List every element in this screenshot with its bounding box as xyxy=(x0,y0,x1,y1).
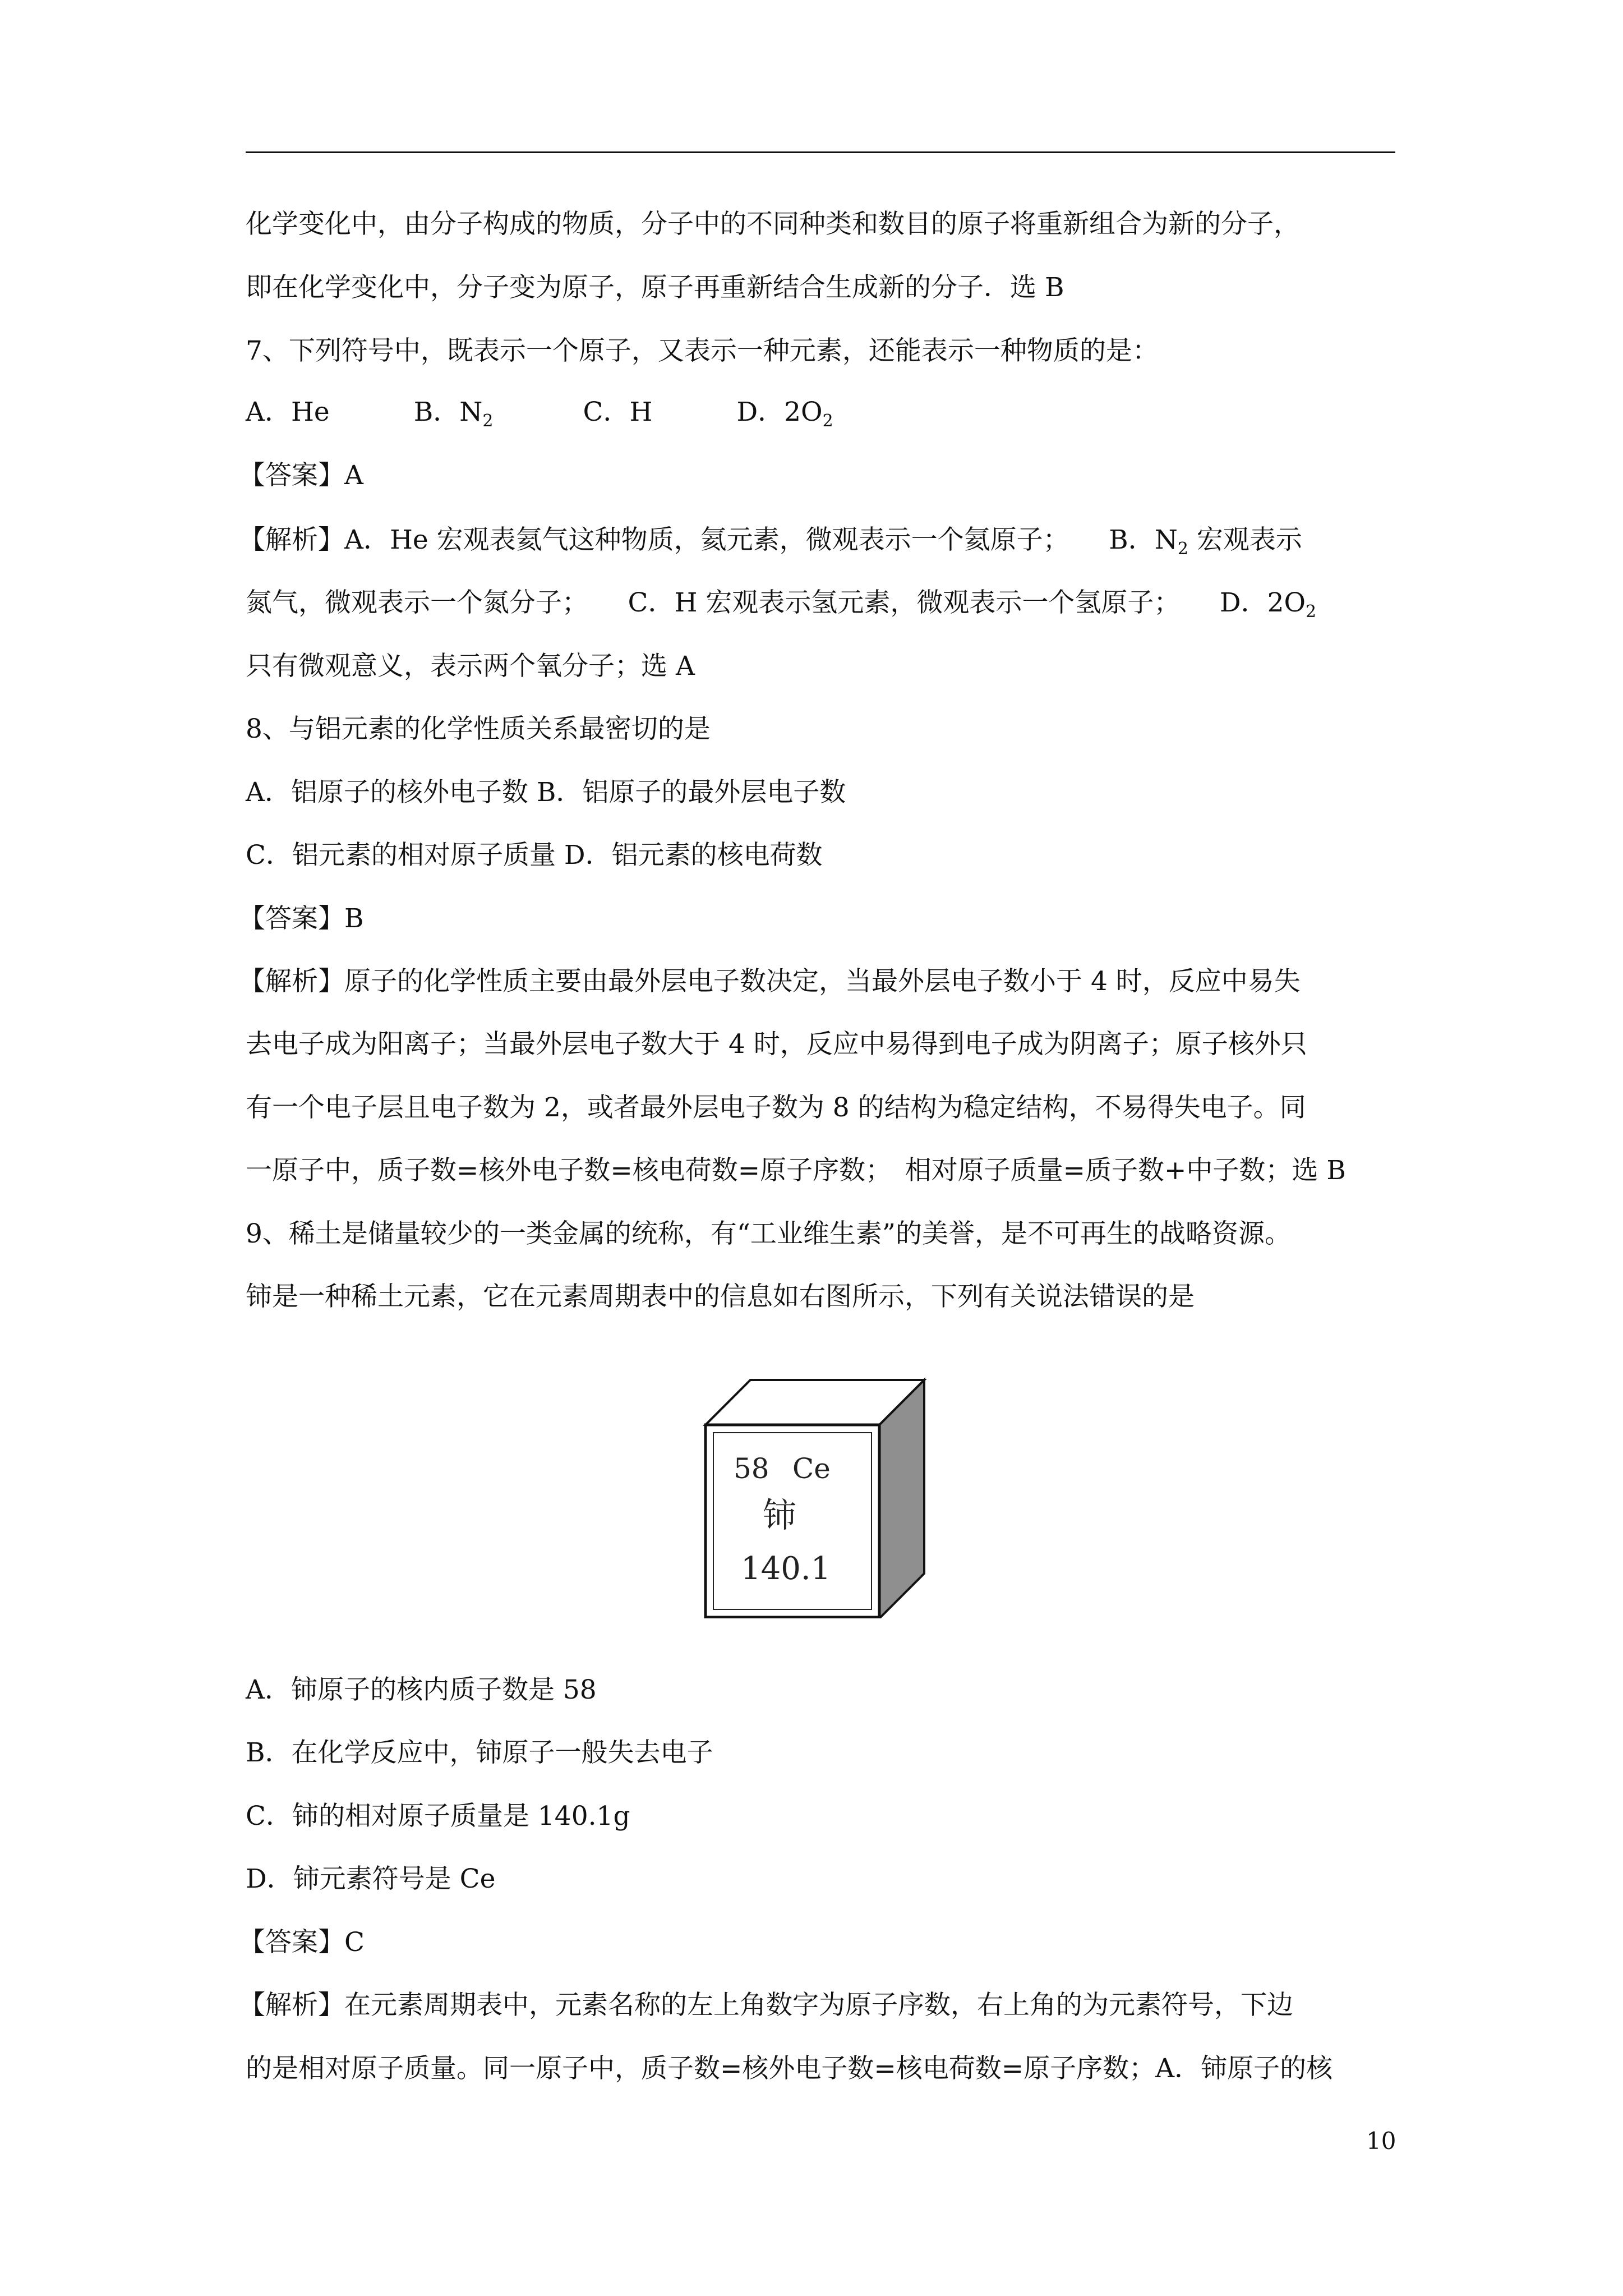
q7-explanation-2 xyxy=(246,586,1316,620)
q7-option-a: A．He xyxy=(246,397,330,427)
q9-stem-2: 铈是一种稀土元素，它在元素周期表中的信息如右图所示，下列有关说法错误的是 xyxy=(246,1281,1195,1312)
q8-explanation-4: 一原子中，质子数=核外电子数=核电荷数=原子序数； 相对原子质量=质子数+中子数；选 B xyxy=(246,1155,1346,1186)
q7-option-d xyxy=(736,395,833,429)
q9-stem-1: 9、稀土是储量较少的一类金属的统称，有“工业维生素”的美誉，是不可再生的战略资源。 xyxy=(246,1218,1291,1249)
q8-explanation-1: 【解析】原子的化学性质主要由最外层电子数决定，当最外层电子数小于 4 时，反应中易失 xyxy=(239,966,1301,997)
element-name: 铈 xyxy=(763,1496,796,1535)
q8-stem: 8、与铝元素的化学性质关系最密切的是 xyxy=(246,714,711,744)
q8-options-1: A．铝原子的核外电子数 B．铝原子的最外层电子数 xyxy=(246,777,846,808)
element-cube-figure xyxy=(694,1369,930,1618)
header-rule xyxy=(246,151,1395,153)
intro-line-1: 化学变化中，由分子构成的物质，分子中的不同种类和数目的原子将重新组合为新的分子， xyxy=(246,209,1300,240)
q7-option-b xyxy=(414,395,494,429)
q7-option-d-text: D．2O xyxy=(736,397,823,427)
page-number: 10 xyxy=(1366,2127,1396,2155)
q8-explanation-3: 有一个电子层且电子数为 2，或者最外层电子数为 8 的结构为稳定结构，不易得失电子。同 xyxy=(246,1092,1306,1123)
q7-exp1-text: 【解析】A．He 宏观表氦气这种物质，氦元素，微观表示一个氦原子； B．N xyxy=(239,524,1178,555)
q9-option-a: A．铈原子的核内质子数是 58 xyxy=(246,1674,597,1705)
intro-line-2: 即在化学变化中，分子变为原子，原子再重新结合生成新的分子．选 B xyxy=(246,272,1064,303)
q7-explanation-1 xyxy=(239,523,1302,557)
element-symbol: Ce xyxy=(792,1452,831,1485)
q7-exp2-text: 氮气，微观表示一个氮分子； C．H 宏观表示氢元素，微观表示一个氢原子； D．2O xyxy=(246,587,1306,618)
q7-options xyxy=(246,395,833,429)
element-atomic-number: 58 xyxy=(734,1452,769,1485)
q7-exp1-text-b: 宏观表示 xyxy=(1188,524,1302,555)
q7-explanation-3: 只有微观意义，表示两个氧分子；选 A xyxy=(246,651,695,682)
q7-option-d-sub: 2 xyxy=(822,411,833,431)
q9-option-b: B．在化学反应中，铈原子一般失去电子 xyxy=(246,1737,713,1768)
q8-options-2: C．铝元素的相对原子质量 D．铝元素的核电荷数 xyxy=(246,840,823,871)
q9-answer: 【答案】C xyxy=(239,1927,365,1958)
q7-option-c: C．H xyxy=(583,397,653,427)
q7-option-b-sub: 2 xyxy=(482,411,494,431)
q9-option-c: C．铈的相对原子质量是 140.1g xyxy=(246,1801,630,1832)
q7-stem: 7、下列符号中，既表示一个原子，又表示一种元素，还能表示一种物质的是： xyxy=(246,335,1159,366)
element-atomic-mass: 140.1 xyxy=(741,1550,831,1587)
q9-explanation-1: 【解析】在元素周期表中，元素名称的左上角数字为原子序数，右上角的为元素符号，下边 xyxy=(239,1990,1293,2021)
q7-exp1-sub: 2 xyxy=(1177,539,1188,559)
q7-exp2-sub: 2 xyxy=(1306,602,1317,622)
q9-option-d: D．铈元素符号是 Ce xyxy=(246,1864,496,1894)
q8-answer: 【答案】B xyxy=(239,903,364,934)
q7-answer: 【答案】A xyxy=(239,460,363,491)
q7-option-b-text: B．N xyxy=(413,397,483,427)
q9-explanation-2: 的是相对原子质量。同一原子中，质子数=核外电子数=核电荷数=原子序数；A．铈原子的核 xyxy=(246,2053,1333,2084)
q8-explanation-2: 去电子成为阳离子；当最外层电子数大于 4 时，反应中易得到电子成为阴离子；原子核外只 xyxy=(246,1029,1307,1060)
